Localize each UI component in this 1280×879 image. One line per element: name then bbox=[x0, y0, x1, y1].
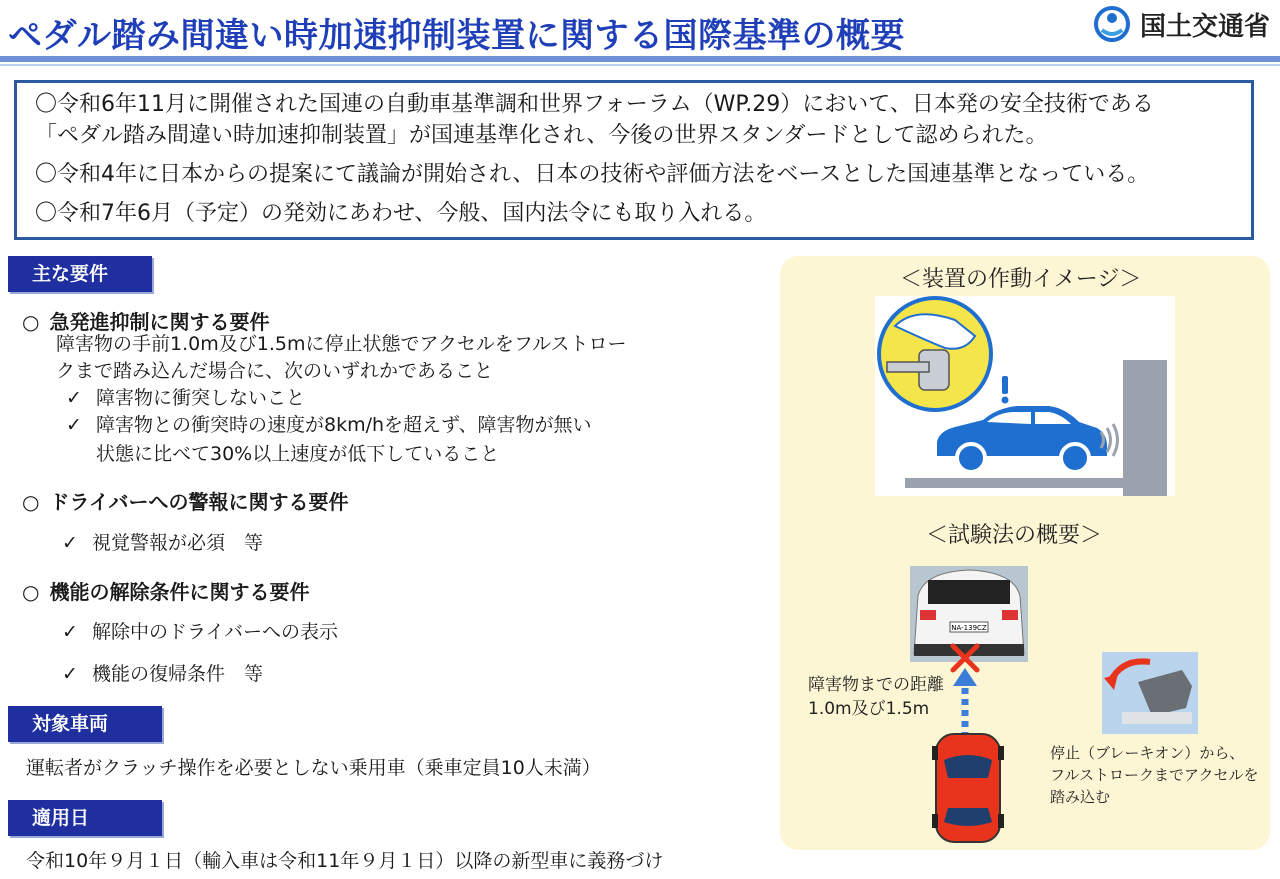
requirement-body: 障害物の手前1.0m及び1.5mに停止状態でアクセルをフルストロー bbox=[56, 333, 627, 355]
up-arrow-icon bbox=[953, 668, 977, 734]
header-rule bbox=[0, 56, 1280, 62]
car-icon bbox=[937, 406, 1107, 472]
section-label-apply: 適用日 bbox=[8, 800, 162, 836]
check-icon: ✓ bbox=[62, 532, 78, 554]
check-item: ✓ 機能の復帰条件 等 bbox=[62, 660, 263, 689]
page-header bbox=[0, 0, 1280, 62]
requirement-heading: ○ ドライバーへの警報に関する要件 bbox=[22, 490, 349, 514]
bullet-circle: ○ bbox=[22, 580, 40, 604]
rotate-arrow-icon bbox=[1104, 674, 1118, 690]
summary-line: 〇令和4年に日本からの提案にて議論が開始され、日本の技術や評価方法をベースとした国連基準となっている。 bbox=[35, 162, 1150, 187]
check-icon: ✓ bbox=[66, 414, 82, 436]
shoe-icon bbox=[1138, 670, 1192, 716]
pedal-description: 停止（ブレーキオン）から、 フルストロークまでアクセルを 踏み込む bbox=[1050, 744, 1259, 806]
ministry-logo-icon bbox=[1092, 4, 1132, 44]
red-car-icon bbox=[928, 730, 1008, 846]
wall-shape bbox=[1123, 360, 1167, 496]
check-icon: ✓ bbox=[66, 387, 82, 409]
panel-title-test: ＜試験法の概要＞ bbox=[926, 523, 1103, 548]
requirement-body: クまで踏み込んだ場合に、次のいずれかであること bbox=[56, 360, 494, 382]
header-rule-light bbox=[0, 64, 1280, 66]
requirement-heading: ○ 機能の解除条件に関する要件 bbox=[22, 580, 310, 604]
obstacle-x-icon bbox=[953, 646, 977, 670]
check-icon: ✓ bbox=[62, 621, 78, 643]
ministry-name: 国土交通省 bbox=[1139, 11, 1270, 42]
warning-exclamation-icon bbox=[1002, 376, 1009, 404]
distance-arrow bbox=[945, 640, 985, 736]
check-item: ✓ 障害物との衝突時の速度が8km/hを超えず、障害物が無い bbox=[66, 411, 592, 440]
check-item: ✓ 視覚警報が必須 等 bbox=[62, 529, 263, 558]
ministry-logo-block bbox=[1092, 4, 1270, 44]
check-item-continued: 状態に比べて30%以上速度が低下していること bbox=[96, 443, 500, 465]
summary-line: 〇令和7年6月（予定）の発効にあわせ、今般、国内法令にも取り入れる。 bbox=[35, 201, 767, 226]
apply-text: 令和10年９月１日（輸入車は令和11年９月１日）以降の新型車に義務づけ bbox=[26, 850, 664, 872]
pedal-illustration bbox=[1102, 652, 1198, 734]
page-title: ペダル踏み間違い時加速抑制装置に関する国際基準の概要 bbox=[8, 16, 905, 56]
check-icon: ✓ bbox=[62, 663, 78, 685]
check-item: ✓ 障害物に衝突しないこと bbox=[66, 384, 305, 413]
section-label-requirements: 主な要件 bbox=[8, 256, 152, 292]
summary-box bbox=[14, 80, 1254, 240]
section-label-target: 対象車両 bbox=[8, 706, 162, 742]
ground-shape bbox=[905, 478, 1167, 488]
panel-title-operation: ＜装置の作動イメージ＞ bbox=[900, 267, 1142, 292]
license-plate: NA-139CZ bbox=[951, 624, 987, 632]
operation-illustration bbox=[875, 296, 1175, 496]
bullet-circle: ○ bbox=[22, 310, 40, 334]
operation-illustration-svg bbox=[875, 296, 1175, 496]
pedal-illustration-svg bbox=[1102, 652, 1198, 734]
bullet-circle: ○ bbox=[22, 490, 40, 514]
summary-line: 〇令和6年11月に開催された国連の自動車基準調和世界フォーラム（WP.29）において、日本発の安全技術である bbox=[35, 92, 1154, 117]
summary-line: 「ペダル踏み間違い時加速抑制装置」が国連基準化され、今後の世界スタンダードとして認められた。 bbox=[35, 123, 1048, 148]
check-item: ✓ 解除中のドライバーへの表示 bbox=[62, 618, 338, 647]
distance-label: 障害物までの距離 1.0m及び1.5m bbox=[808, 675, 944, 719]
requirement-heading: ○ 急発進抑制に関する要件 bbox=[22, 310, 270, 334]
target-text: 運転者がクラッチ操作を必要としない乗用車（乗車定員10人未満） bbox=[26, 757, 601, 779]
pedal-inset-icon bbox=[879, 298, 991, 410]
